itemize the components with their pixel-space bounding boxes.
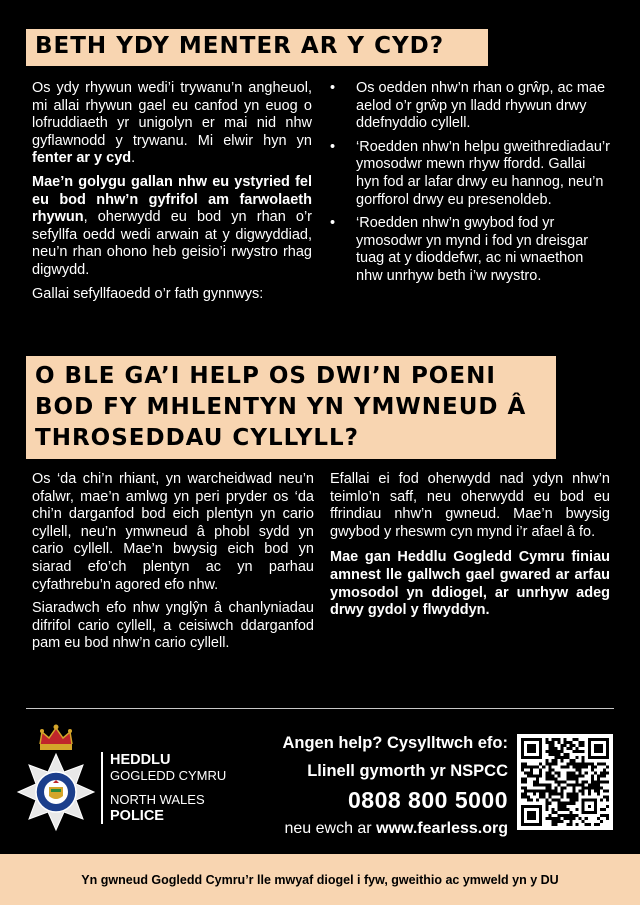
footer-slogan: Yn gwneud Gogledd Cymru’r lle mwyaf diogel i fyw, gweithio ac ymweld yn y DU <box>0 854 640 905</box>
intro-bold-term: fenter ar y cyd <box>32 150 132 167</box>
parent-paragraph: Os ‘da chi’n rhiant, yn warcheidwad neu’n ofalwr, mae’n amlwg yn peri pryder os ‘da chi’n darganfod bod eich plentyn yn cario cyllell, neu’n ymwneud â phobl sydd yn cario cyllell. Mae’n bwysig eich bod yn siarad efo’ch plentyn ac yn parhau cyfathrebu’n agored efo nhw. <box>32 471 314 593</box>
organisation-name <box>110 752 226 824</box>
intro-column <box>32 80 312 309</box>
talk-paragraph: Siaradwch efo nhw ynglŷn â chanlyniadau difrifol cario cyllell, a ceisiwch ddarganfod pam eu bod nhw’n cario cyllell. <box>32 600 314 652</box>
amnesty-text: Mae gan Heddlu Gogledd Cymru finiau amnest lle gallwch gael gwared ar arfau ymosodol yn ddiogel, ar unrhyw adeg drwy gydol y flwyddyn. <box>330 549 610 619</box>
org-name-english-1: NORTH WALES <box>110 792 205 807</box>
amnesty-paragraph <box>330 549 610 619</box>
contact-block <box>282 732 508 840</box>
reason-paragraph: Efallai ei fod oherwydd nad ydyn nhw’n teimlo’n saff, neu oherwydd eu bod eu ffrindiau nhw’n gwneud. Mae’n bwysig gwybod y rheswm cyn mynd i’r afael â fo. <box>330 471 610 540</box>
website-line <box>282 818 508 840</box>
responsibility-bold: Mae’n golygu gallan nhw eu ystyried fel eu bod nhw’n gyfrifol am farwolaeth rhywun <box>32 173 312 226</box>
website-prefix: neu ewch ar <box>284 820 372 837</box>
star-badge-icon <box>18 754 94 830</box>
section-heading-help: O BLE GA’I HELP OS DWI’N POENI BOD FY MHLENTYN YN YMWNEUD Â THROSEDDAU CYLLYLL? <box>26 356 556 459</box>
situations-column <box>330 80 610 292</box>
situations-intro: Gallai sefyllfaoedd o’r fath gynnwys: <box>32 285 264 302</box>
crown-icon <box>40 725 72 751</box>
help-column-right <box>330 471 610 626</box>
intro-text: Os ydy rhywun wedi’i trywanu’n angheuol, mi allai rhywun gael eu canfod yn euog o lofruddiaeth yr unigolyn er mai nid nhw gyflawnodd y trywanu. Mi elwir hyn yn <box>32 80 312 149</box>
section-heading-joint-enterprise: BETH YDY MENTER AR Y CYD? <box>26 29 488 66</box>
help-column-left <box>32 471 314 659</box>
contact-prompt: Angen help? Cysylltwch efo: <box>282 734 508 752</box>
qr-code-icon[interactable] <box>517 734 613 830</box>
helpline-phone-link[interactable]: 0808 800 5000 <box>348 787 508 813</box>
org-name-welsh-2: GOGLEDD CYMRU <box>110 768 227 783</box>
intro-paragraph <box>32 80 312 168</box>
list-item: • ‘Roedden nhw’n helpu gweithrediadau’r ymosodwr mewn rhyw ffordd. Gallai hyn fod ar lafar drwy eu hannog, neu’n gorfforol drwy eu presenoldeb. <box>330 139 610 209</box>
responsibility-paragraph <box>32 174 312 280</box>
org-name-welsh-1: HEDDLU <box>110 752 171 768</box>
police-crest-logo <box>16 722 96 834</box>
responsibility-text: , oherwydd eu bod yn rhan o’r sefyllfa oedd wedi arwain at y digwyddiad, neu’n rhan ohono heb geisio’i rwystro rhag digwydd. <box>32 209 312 278</box>
list-item: • Os oedden nhw’n rhan o grŵp, ac mae aelod o’r grŵp yn lladd rhywun drwy ddefnyddio cyllell. <box>330 80 610 133</box>
situations-list <box>330 80 610 286</box>
org-name-english-2: POLICE <box>110 808 164 824</box>
helpline-name: Llinell gymorth yr NSPCC <box>307 762 508 780</box>
intro-end: . <box>131 150 136 167</box>
website-link[interactable]: www.fearless.org <box>376 820 508 837</box>
divider <box>26 708 614 709</box>
list-item: • ‘Roedden nhw’n gwybod fod yr ymosodwr yn mynd i fod yn dreisgar tuag at y dioddefwr, ac ni wnaethon nhw unrhyw beth i’w rwystro. <box>330 215 610 285</box>
logo-divider <box>101 752 103 824</box>
